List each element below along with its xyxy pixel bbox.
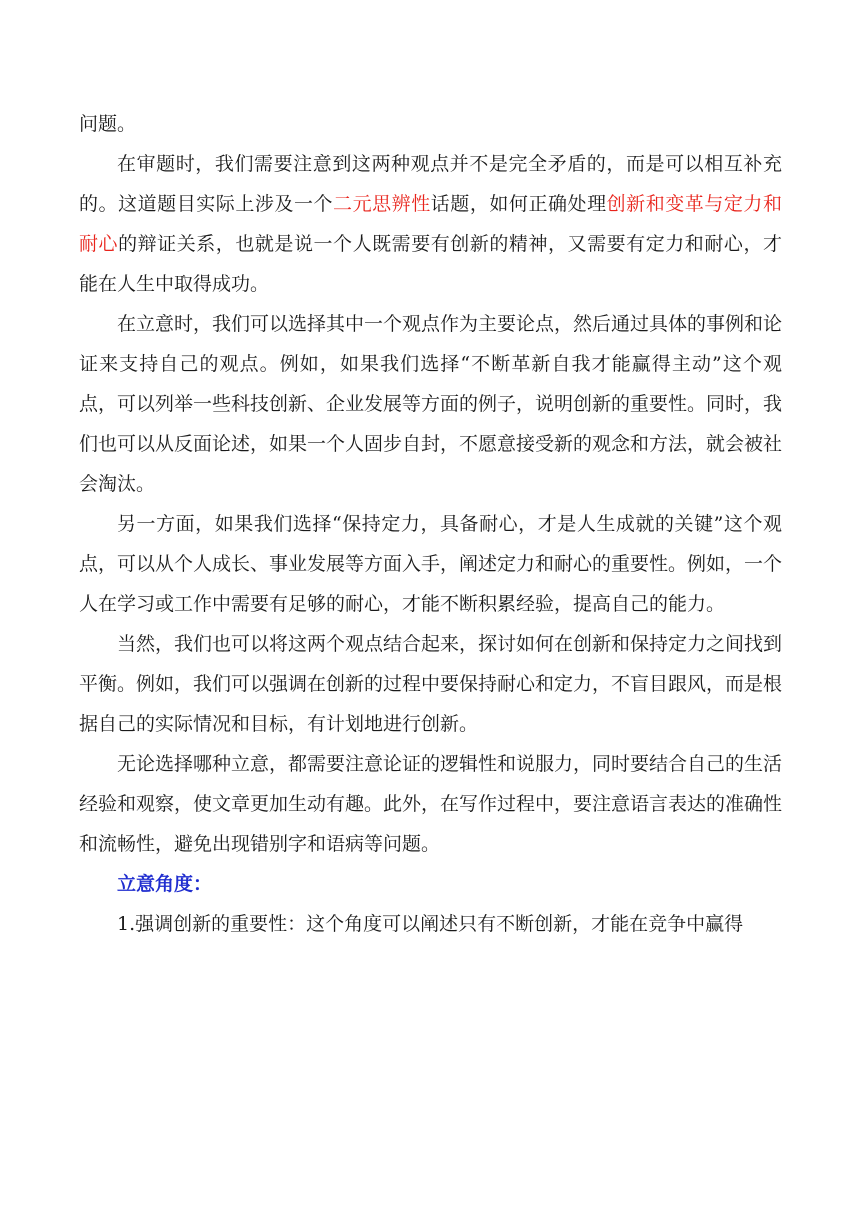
paragraph-text: 在审题时，我们需要注意到这两种观点并不是完全矛盾的，而是可以相互补充的。 (79, 153, 782, 215)
paragraph-writing-advice: 无论选择哪种立意，都需要注意论证的逻辑性和说服力，同时要结合自己的生活经验和观察，使文章更加生动有趣。此外，在写作过程中，要注意语言表达的准确性和流畅性，避免出现错别字和语病等问题。 (79, 753, 783, 855)
paragraph-alternative-view: 另一方面，如果我们选择“保持定力，具备耐心，才是人生成就的关键”这个观点，可以从个人成长、事业发展等方面入手，阐述定力和耐心的重要性。例如，一个人在学习或工作中需要有足够的耐心，才能不断积累经验，提高自己的能力。 (79, 513, 783, 615)
paragraph-continuation: 问题。 (79, 113, 137, 135)
section-heading: 立意角度： (117, 873, 213, 895)
document-body (79, 104, 782, 944)
highlight-text: 创新和变革与定力和耐心 (79, 193, 782, 255)
highlight-text: 二元思辨性 (333, 193, 431, 215)
paragraph-text: 话题，如何正确处理 (430, 193, 607, 215)
paragraph-combined-view: 当然，我们也可以将这两个观点结合起来，探讨如何在创新和保持定力之间找到平衡。例如，我们可以强调在创新的过程中要保持耐心和定力，不盲目跟风，而是根据自己的实际情况和目标，有计划地进行创新。 (79, 633, 783, 735)
paragraph-text: 这道题目实际上涉及一个 (118, 193, 334, 215)
list-item: 1.强调创新的重要性：这个角度可以阐述只有不断创新，才能在竞争中赢得 (117, 913, 744, 935)
paragraph-topic-analysis (79, 144, 782, 304)
paragraph-text: 的辩证关系，也就是说一个人既需要有创新的精神，又需要有定力和耐心，才能在人生中取得成功。 (79, 233, 782, 295)
paragraph-thesis-choice: 在立意时，我们可以选择其中一个观点作为主要论点，然后通过具体的事例和论证来支持自己的观点。例如，如果我们选择“不断革新自我才能赢得主动”这个观点，可以列举一些科技创新、企业发展等方面的例子，说明创新的重要性。同时，我们也可以从反面论述，如果一个人固步自封，不愿意接受新的观念和方法，就会被社会淘汰。 (79, 313, 783, 495)
